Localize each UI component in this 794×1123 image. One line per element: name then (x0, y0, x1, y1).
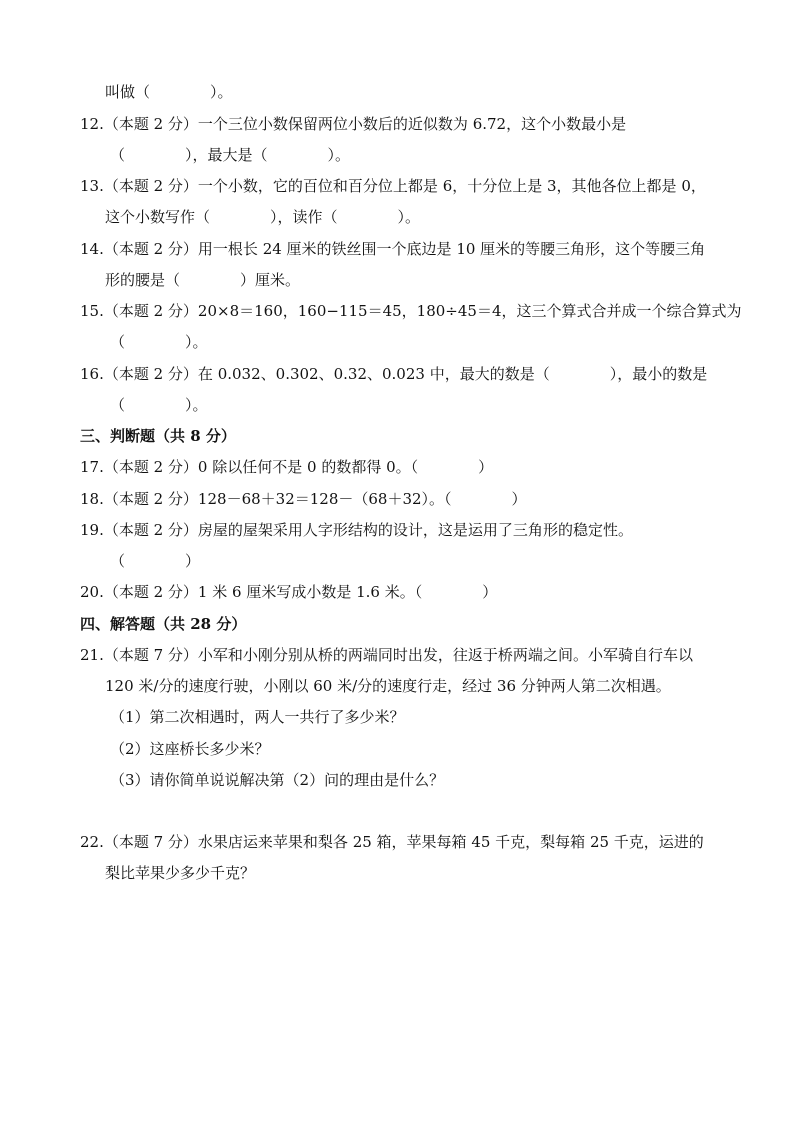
q21-continuation: 120 米/分的速度行驶，小刚以 60 米/分的速度行走，经过 36 分钟两人第二次相遇。 (105, 677, 671, 695)
q21-part2: （2）这座桥长多少米？ (110, 740, 270, 758)
q14-text: 14.（本题 2 分）用一根长 24 厘米的铁丝围一个底边是 10 厘米的等腰三角形，这个等腰三角 (80, 240, 706, 258)
q13-blanks: 这个小数写作（ ），读作（ ）。 (105, 208, 421, 226)
q12-text: 12.（本题 2 分）一个三位小数保留两位小数后的近似数为 6.72，这个小数最小是 (80, 115, 627, 133)
q17-text: 17.（本题 2 分）0 除以任何不是 0 的数都得 0。（ ） (80, 458, 494, 476)
q20-text: 20.（本题 2 分）1 米 6 厘米写成小数是 1.6 米。（ ） (80, 583, 498, 601)
section-judgment-heading: 三、判断题（共 8 分） (80, 427, 236, 445)
q22-text: 22.（本题 7 分）水果店运来苹果和梨各 25 箱，苹果每箱 45 千克，梨每箱 25 千克，运进的 (80, 833, 704, 851)
q14-continuation: 形的腰是（ ）厘米。 (105, 271, 301, 289)
section-solution-heading: 四、解答题（共 28 分） (80, 615, 247, 633)
q18-text: 18.（本题 2 分）128－68＋32＝128－（68＋32）。（ ） (80, 490, 527, 508)
q22-continuation: 梨比苹果少多少千克？ (105, 864, 256, 882)
q19-blank: （ ） (110, 552, 201, 570)
q16-blank: （ ）。 (110, 396, 208, 414)
q21-text: 21.（本题 7 分）小军和小刚分别从桥的两端同时出发，往返于桥两端之间。小军骑自行车以 (80, 646, 693, 664)
q19-text: 19.（本题 2 分）房屋的屋架采用人字形结构的设计，这是运用了三角形的稳定性。 (80, 521, 633, 539)
q15-text: 15.（本题 2 分）20×8＝160，160−115＝45，180÷45＝4，这三个算式合并成一个综合算式为 (80, 302, 742, 320)
q12-blanks: （ ），最大是（ ）。 (110, 146, 351, 164)
q21-part1: （1）第二次相遇时，两人一共行了多少米？ (110, 708, 405, 726)
q21-part3: （3）请你简单说说解决第（2）问的理由是什么？ (110, 771, 445, 789)
q15-blank: （ ）。 (110, 333, 208, 351)
q11-continuation: 叫做（ ）。 (105, 83, 233, 101)
q16-text: 16.（本题 2 分）在 0.032、0.302、0.32、0.023 中，最大的数是（ ），最小的数是 (80, 365, 708, 383)
q13-text: 13.（本题 2 分）一个小数，它的百位和百分位上都是 6，十分位上是 3，其他各位上都是 0， (80, 177, 706, 195)
